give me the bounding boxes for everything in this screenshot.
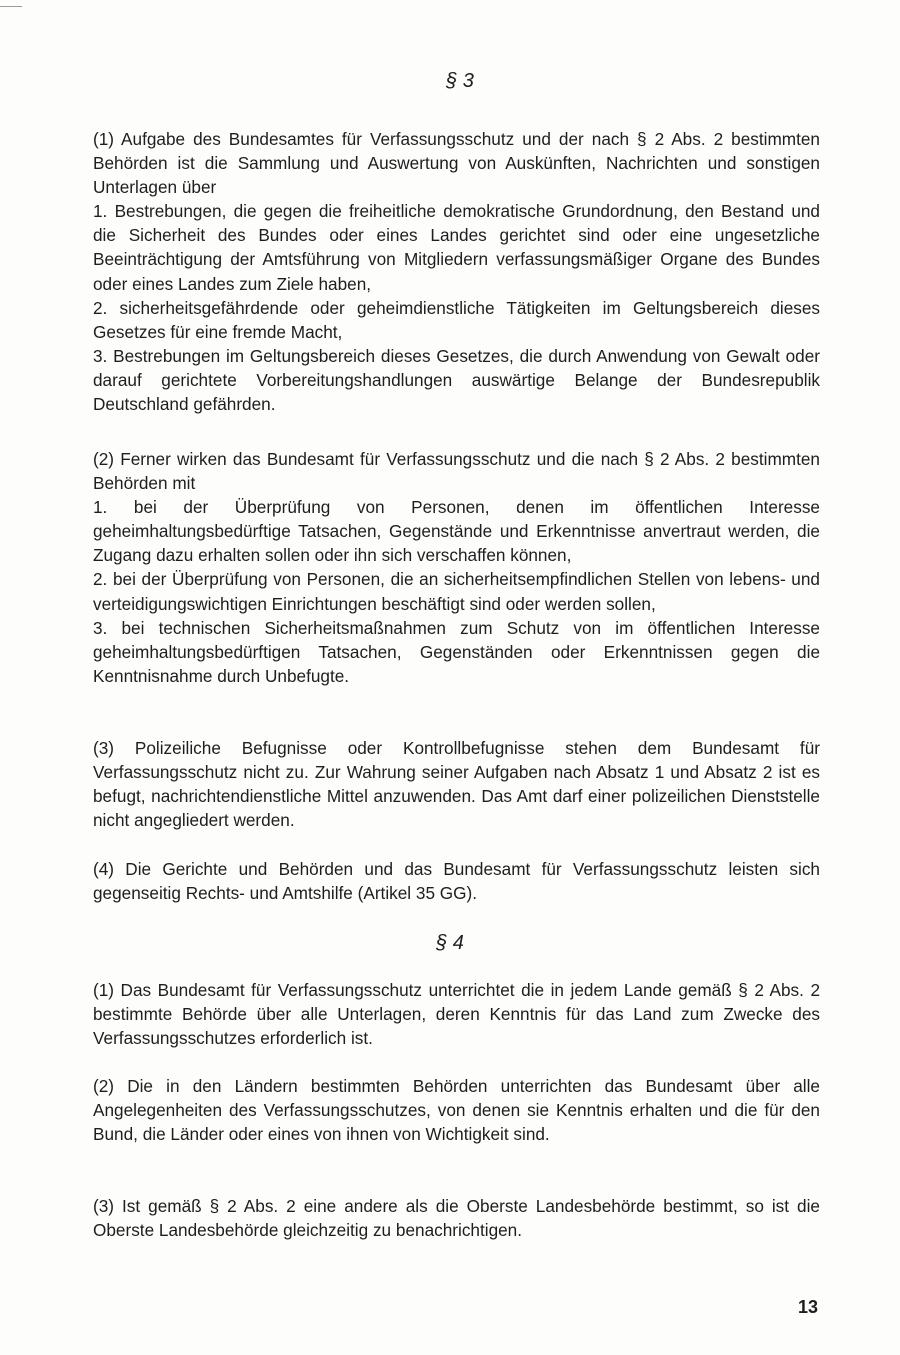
- list-item: 3. bei technischen Sicherheitsmaßnahmen zum Schutz von im öffentlichen Interesse geheimhaltungsbedürftigen Tatsachen, Gegenständen oder Erkenntnissen gegen die Kenntnisnahme durch Unbefugte.: [93, 617, 820, 686]
- paragraph-intro: (1) Aufgabe des Bundesamtes für Verfassungsschutz und der nach § 2 Abs. 2 bestimmten Behörden ist die Sammlung und Auswertung von Auskünften, Nachrichten und sonstigen Unterlagen über: [93, 129, 820, 198]
- paragraph-intro: (2) Ferner wirken das Bundesamt für Verfassungsschutz und die nach § 2 Abs. 2 bestimmten Behörden mit: [93, 449, 820, 494]
- section-heading-3: § 3: [446, 70, 474, 92]
- list-item: 2. bei der Überprüfung von Personen, die an sicherheitsempfindlichen Stellen von lebens- und verteidigungswichtigen Einrichtungen beschäftigt sind oder werden sollen,: [93, 569, 820, 614]
- paragraph-3-3: (3) Polizeiliche Befugnisse oder Kontrollbefugnisse stehen dem Bundesamt für Verfassungsschutz nicht zu. Zur Wahrung seiner Aufgaben nach Absatz 1 und Absatz 2 ist es befugt, nachrichtendienstliche Mittel anzuwenden. Das Amt darf einer polizeilichen Dienststelle nicht angegliedert werden.: [93, 738, 820, 831]
- list-item: 1. Bestrebungen, die gegen die freiheitliche demokratische Grundordnung, den Bestand und die Sicherheit des Bundes oder eines Landes gerichtet sind oder eine ungesetzliche Beeinträchtigung der Amtsführung von Mitgliedern verfassungsmäßiger Organe des Bundes oder eines Landes zum Ziele haben,: [93, 201, 820, 294]
- page-number: 13: [797, 1297, 818, 1317]
- section-heading-4: § 4: [436, 932, 464, 954]
- paragraph-3-1: [93, 127, 820, 416]
- list-item: 1. bei der Überprüfung von Personen, denen im öffentlichen Interesse geheimhaltungsbedürftige Tatsachen, Gegenstände und Erkenntnisse anvertraut werden, die Zugang dazu erhalten sollen oder ihn sich verschaffen können,: [93, 497, 820, 566]
- list-item: 3. Bestrebungen im Geltungsbereich dieses Gesetzes, die durch Anwendung von Gewalt oder darauf gerichtete Vorbereitungshandlungen auswärtige Belange der Bundesrepublik Deutschland gefährden.: [93, 345, 820, 415]
- paragraph-3-2: [93, 447, 820, 688]
- paragraph-4-3: (3) Ist gemäß § 2 Abs. 2 eine andere als die Oberste Landesbehörde bestimmt, so ist die Oberste Landesbehörde gleichzeitig zu benachrichtigen.: [93, 1196, 820, 1241]
- paragraph-4-2: (2) Die in den Ländern bestimmten Behörden unterrichten das Bundesamt über alle Angelegenheiten des Verfassungsschutzes, von denen sie Kenntnis erhalten und die für den Bund, die Länder oder eines von ihnen von Wichtigkeit sind.: [93, 1076, 820, 1145]
- paragraph-4-1: (1) Das Bundesamt für Verfassungsschutz unterrichtet die in jedem Lande gemäß § 2 Abs. 2 bestimmte Behörde über alle Unterlagen, deren Kenntnis für das Land zum Zwecke des Verfassungsschutzes erforderlich ist.: [93, 980, 820, 1049]
- scan-edge-mark: [0, 6, 22, 7]
- list-item: 2. sicherheitsgefährdende oder geheimdienstliche Tätigkeiten im Geltungsbereich dieses Gesetzes für eine fremde Macht,: [93, 297, 820, 342]
- paragraph-3-4: (4) Die Gerichte und Behörden und das Bundesamt für Verfassungsschutz leisten sich gegenseitig Rechts- und Amtshilfe (Artikel 35 GG).: [93, 859, 820, 904]
